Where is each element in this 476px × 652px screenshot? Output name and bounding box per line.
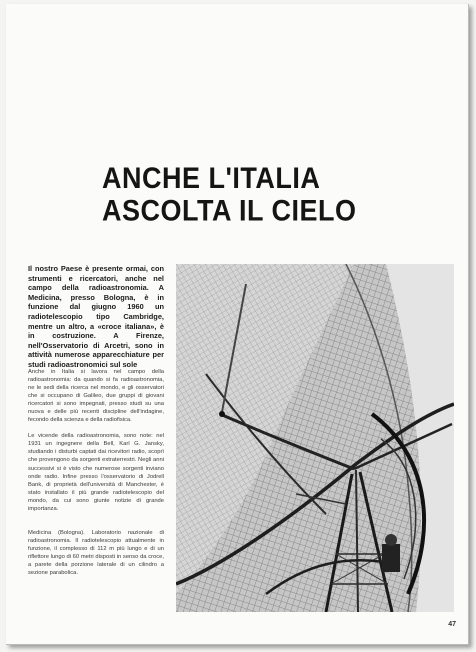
article-headline	[102, 162, 462, 227]
headline-line-2: ASCOLTA IL CIELO	[102, 194, 357, 227]
body-column	[28, 368, 164, 585]
radiotelescope-photo	[176, 264, 454, 612]
page-number: 47	[448, 621, 456, 628]
body-paragraph-2: Le vicende della radioastronomia, sono note: nel 1931 un ingegnere della Bell, Karl G. Jansky, studiando i disturbi captati dai ricevitori radio, scoprì che provengono da sorgenti extraterrestri. Negli anni successivi si è visto che numerose sorgenti inviano onde radio. Infine presso l'osservatorio di Jodrell Bank, di proprietà dell'università di Manchester, è stato installato il più grande radiotelescopio del mondo, da cui sono giunte notizie di grande importanza.	[28, 433, 164, 512]
radiotelescope-illustration	[176, 264, 454, 612]
lead-paragraph: Il nostro Paese è presente ormai, con strumenti e ricercatori, anche nel campo della radioastronomia. A Medicina, presso Bologna, è in funzione dal giugno 1960 un radiotelescopio tipo Cambridge, mentre un altro, a «croce italiana», è in costruzione. A Firenze, nell'Osservatorio di Arcetri, sono in attività numerose apparecchiature per studi radioastronomici sul sole	[28, 264, 164, 369]
photo-caption: Medicina (Bologna). Laboratorio nazionale di radioastronomia. Il radiotelescopio attualmente in funzione, il complesso di 112 m più lungo e di un riflettore lungo di 60 metri disposti in senso da croce, a parete della porzione laterale di un cilindro a sezione parabolica.	[28, 529, 164, 577]
body-paragraph-1: Anche in Italia si lavora nel campo della radioastronomia: da quando si fa radioastronomia, ne le sedi della ricerca nel mondo, e gli osservatori che si occupano di Galileo, due gruppi di giovani ricercatori si sono impegnati, presso studi su una nuova e delle più recenti discipline dell'indagine, fecondo della scienza e della radiofisica.	[28, 369, 164, 424]
magazine-page	[6, 4, 469, 645]
headline-line-1: ANCHE L'ITALIA	[102, 162, 321, 195]
